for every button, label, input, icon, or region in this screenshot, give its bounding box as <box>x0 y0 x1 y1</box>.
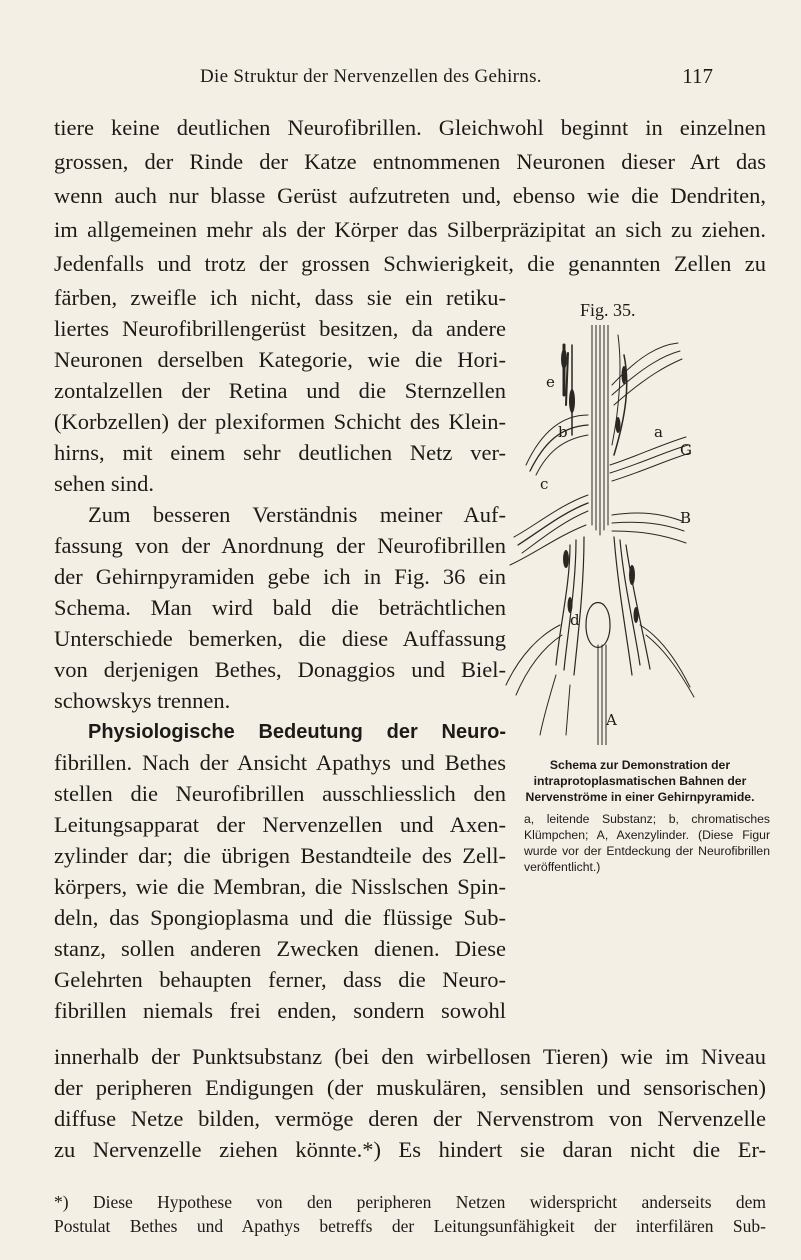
body-line: deln, das Spongioplasma und die flüssige Sub- <box>54 905 506 930</box>
section-heading: Physiologische Bedeutung der Neuro- <box>88 721 506 743</box>
figure-letter-G: G <box>680 441 692 459</box>
running-title: Die Struktur der Nervenzellen des Gehirns. <box>200 66 542 87</box>
figure-letter-b: b <box>558 423 568 441</box>
body-line: innerhalb der Punktsubstanz (bei den wirbellosen Tieren) wie im Niveau <box>54 1044 766 1069</box>
body-line: fassung von der Anordnung der Neurofibrillen <box>54 533 506 558</box>
body-line: Leitungsapparat der Nervenzellen und Axen- <box>54 812 506 837</box>
body-line: Unterschiede bemerken, die diese Auffassung <box>54 626 506 651</box>
body-line: schowskys trennen. <box>54 688 231 713</box>
body-line: Gelehrten behaupten ferner, dass die Neuro- <box>54 967 506 992</box>
body-line: Neuronen derselben Kategorie, wie die Hori- <box>54 347 506 372</box>
figure-caption <box>510 757 770 875</box>
figure-letter-A: A <box>606 711 617 729</box>
body-line: körpers, wie die Membran, die Nisslschen Spin- <box>54 874 506 899</box>
body-line: zontalzellen der Retina und die Sternzellen <box>54 378 506 403</box>
footnote-line: *) Diese Hypothese von den peripheren Netzen widerspricht anderseits dem <box>54 1192 766 1212</box>
footnote-line: Postulat Bethes und Apathys betreffs der Leitungsunfähigkeit der interfilären Sub- <box>54 1216 766 1236</box>
body-line: diffuse Netze bilden, vermöge deren der Nervenstrom von Nervenzelle <box>54 1106 766 1131</box>
body-line: fibrillen. Nach der Ansicht Apathys und Bethes <box>54 750 506 775</box>
body-line: färben, zweifle ich nicht, dass sie ein retiku- <box>54 285 506 310</box>
figure-label: Fig. 35. <box>580 300 636 320</box>
body-line: sehen sind. <box>54 471 154 496</box>
figure-letter-a: a <box>654 423 663 441</box>
body-line: zu Nervenzelle ziehen könnte.*) Es hindert sie daran nicht die Er- <box>54 1137 766 1162</box>
caption-legend: a, leitende Substanz; b, chromatisches Klümpchen; A, Axenzylinder. (Diese Figur wurde vor der Entdeckung der Neurofibrillen veröffentlicht.) <box>524 812 770 874</box>
figure-letter-d: d <box>570 611 580 629</box>
body-line: tiere keine deutlichen Neurofibrillen. Gleichwohl beginnt in einzelnen <box>54 115 766 140</box>
figure-letter-e: e <box>546 373 555 391</box>
figure-letter-B: B <box>680 509 692 527</box>
body-line: Schema. Man wird bald die beträchtlichen <box>54 595 506 620</box>
body-line: fibrillen niemals frei enden, sondern sowohl <box>54 998 506 1023</box>
pyramidal-cell-schema-illustration <box>500 325 700 745</box>
body-line: der Gehirnpyramiden gebe ich in Fig. 36 ein <box>54 564 506 589</box>
body-line: grossen, der Rinde der Katze entnommenen Neuronen dieser Art das <box>54 149 766 174</box>
caption-title: Schema zur Demonstration der intraprotoplasmatischen Bahnen der Nervenströme in einer Gehirnpyramide. <box>525 758 755 804</box>
body-line: (Korbzellen) der plexiformen Schicht des Klein- <box>54 409 506 434</box>
page-header <box>0 64 801 94</box>
figure-letter-c: c <box>540 475 549 493</box>
page-number: 117 <box>682 64 713 88</box>
body-line: hirns, mit einem sehr deutlichen Netz ver- <box>54 440 506 465</box>
body-line: Zum besseren Verständnis meiner Auf- <box>88 502 506 527</box>
body-line: von derjenigen Bethes, Donaggios und Biel- <box>54 657 506 682</box>
body-line: liertes Neurofibrillengerüst besitzen, da andere <box>54 316 506 341</box>
body-line: stanz, sollen anderen Zwecken dienen. Diese <box>54 936 506 961</box>
body-line: zylinder dar; die übrigen Bestandteile des Zell- <box>54 843 506 868</box>
body-line: wenn auch nur blasse Gerüst aufzutreten und, ebenso wie die Dendriten, <box>54 183 766 208</box>
body-line: stellen die Neurofibrillen ausschliesslich den <box>54 781 506 806</box>
body-line: der peripheren Endigungen (der muskulären, sensiblen und sensorischen) <box>54 1075 766 1100</box>
body-line: im allgemeinen mehr als der Körper das Silberpräzipitat an sich zu ziehen. <box>54 217 766 242</box>
body-line: Jedenfalls und trotz der grossen Schwierigkeit, die genannten Zellen zu <box>54 251 766 276</box>
